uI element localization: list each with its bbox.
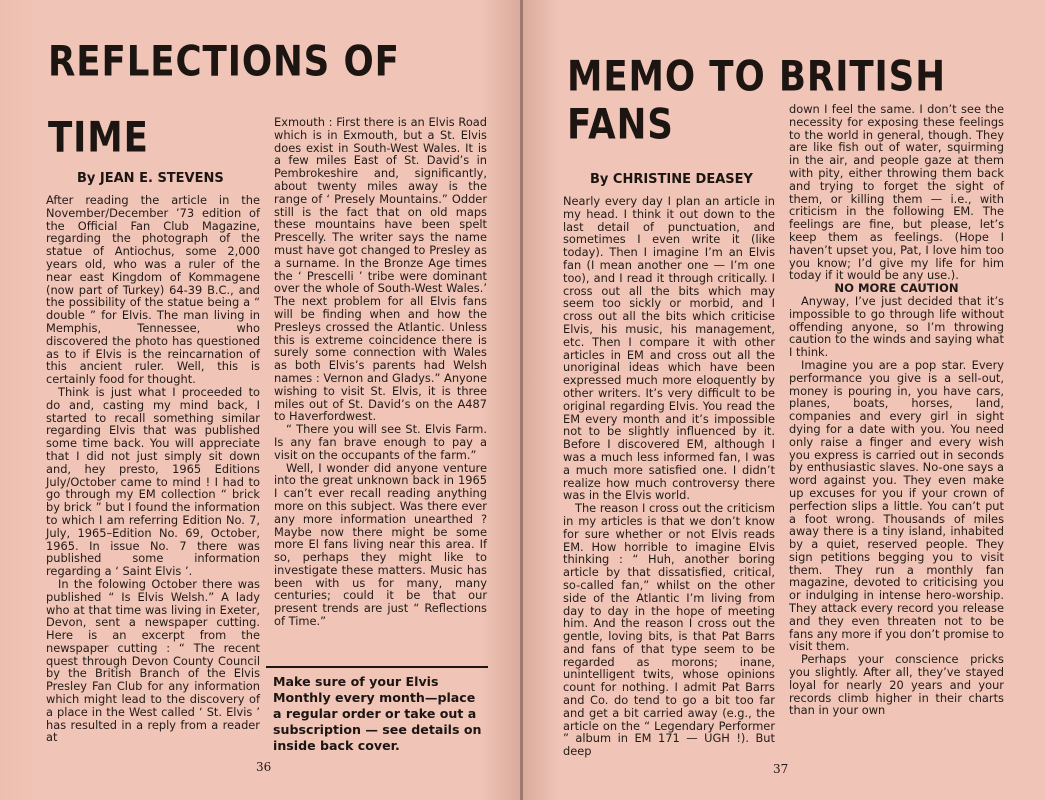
- page-number: 36: [256, 760, 272, 774]
- paragraph: After reading the article in the November/December ’73 edition of the Official Fan Club Magazine, regarding the photograph of the statue of Antiochus, some 2,000 years old, who was a ruler of the near east Kingdom of Kommagene (now part of Turkey) 64-39 B.C., and the possibility of the statue being a “ double ” for Elvis. The man living in Memphis, Tennessee, who discovered the photo has questioned as to if Elvis is the reincarnation of this ancient ruler. Well, this is certainly food for thought.: [46, 193, 260, 387]
- column-1: [46, 194, 260, 744]
- article-title-line-1: MEMO TO BRITISH: [567, 52, 946, 102]
- paragraph: Imagine you are a pop star. Every performance you give is a sell-out, money is pouring in, you have cars, planes, boats, horses, land, companies and every girl in sight dying for a date with you. You need only raise a finger and every wish you express is carried out in seconds by enthusiastic slaves. No-one says a word against you. They even make up excuses for you if your crown of perfection slips a little. You can’t put a foot wrong. Thousands of miles away there is a tiny island, inhabited by a quiet, reserved people. They sign petitions begging you to visit them. They run a monthly fan magazine, devoted to criticising you or indulging in intense hero-worship. They attack every record you release and they even threaten not to be fans any more if you don’t promise to visit them.: [789, 357, 1004, 654]
- subheading: NO MORE CAUTION: [834, 281, 959, 296]
- byline: By CHRISTINE DEASEY: [590, 172, 753, 187]
- subscription-promo: Make sure of your Elvis Monthly every month—place a regular order or take out a subscription — see details on inside back cover.: [273, 674, 482, 753]
- right-page: [523, 0, 1045, 800]
- paragraph: Exmouth : First there is an Elvis Road which is in Exmouth, but a St. Elvis does exist in South-West Wales. It is a few miles East of St. David’s in Pembrokeshire and, significantly, about twenty miles away is the range of ‘ Presely Mountains.” Odder still is the fact that on old maps these mountains have been spelt Prescelly. The writer says the name must have got changed to Presley as a surname. In the Bronze Age times the ‘ Prescelli ’ tribe were dominant over the whole of South-West Wales.’ The next problem for all Elvis fans will be finding when and how the Presleys crossed the Atlantic. Unless this is extreme coincidence there is surely some connection with Wales as both Elvis’s parents had Welsh names : Vernon and Gladys.” Anyone wishing to visit St. Elvis, it is three miles out of St. David’s on the A487 to Haverfordwest.: [274, 115, 487, 424]
- paragraph: The reason I cross out the criticism in my articles is that we don’t know for sure whether or not Elvis reads EM. How horrible to imagine Elvis thinking : “ Huh, another boring article by that dissatisfied, critical, so-called fan,” whilst on the other side of the Atlantic I’m living from day to day in the hope of meeting him. And the reason I cross out the gentle, loving bits, is that Pat Barrs and fans of that type seem to be regarded as morons; inane, unintelligent twits, whose opinions count for nothing. I admit Pat Barrs and Co. do tend to go a bit too far and get a bit carried away (e.g., the article on the “ Legendary Performer ” album in EM 171 — UGH !). But deep: [563, 501, 775, 759]
- column-1: [563, 195, 775, 758]
- paragraph: Nearly every day I plan an article in my head. I think it out down to the last detail of punctuation, and sometimes I even write it (like today). Then I imagine I’m an Elvis fan (I mean another one — I’m one too), and I read it through critically. I cross out all the bits which may seem too sickly or morbid, and I cross out all the bits which criticise Elvis, his music, his management, etc. Then I compare it with other articles in EM and cross out all the unoriginal ideas which have been expressed much more eloquently by other writers. It’s very difficult to be original regarding Elvis. You read the EM every month and it’s impossible not to be slightly influenced by it. Before I discovered EM, although I was a much less informed fan, I was a much more satisfied one. I didn’t realize how much controversy there was in the Elvis world.: [563, 194, 775, 503]
- paragraph: Perhaps your conscience pricks you slightly. After all, they’ve stayed loyal for nearly 20 years and your records climb higher in their charts than in your own: [789, 652, 1004, 718]
- paragraph: Anyway, I’ve just decided that it’s impossible to go through life without offending anyone, so I’m throwing caution to the winds and saying what I think.: [789, 293, 1004, 360]
- promo-divider: [266, 666, 488, 668]
- paragraph: Think is just what I proceeded to do and, casting my mind back, I started to recall something similar regarding Elvis that was published some time back. You will appreciate that I did not just simply sit down and, hey presto, 1965 Editions July/October came to mind ! I had to go through my EM collection “ brick by brick ” but I found the information to which I am referring Edition No. 7, July, 1965–Edition No. 69, October, 1965. In issue No. 7 there was published some information regarding a ‘ Saint Elvis ’.: [46, 384, 260, 579]
- column-2: [274, 116, 487, 628]
- left-page: [0, 0, 521, 800]
- article-title-line-2: TIME: [48, 113, 149, 163]
- paragraph: down I feel the same. I don’t see the necessity for exposing these feelings to the world in general, though. They are like fish out of water, squirming in the air, and people gaze at them with pity, either throwing them back and trying to forget the sight of them, or killing them — i.e., with criticism in the following EM. The feelings are fine, but please, let’s keep them as feelings. (Hope I haven’t upset you, Pat, I love him too you know; I’d give my life for him today if it would be any use.).: [789, 102, 1004, 283]
- article-title-line-1: REFLECTIONS OF: [48, 37, 400, 87]
- paragraph: Well, I wonder did anyone venture into the great unknown back in 1965 I can’t ever recall reading anything more on this subject. Was there ever any more information unearthed ? Maybe now there might be some more El fans living near this area. If so, perhaps they might like to investigate these matters. Music has been with us for many, many centuries; could it be that our present trends are just “ Reflections of Time.”: [274, 460, 487, 629]
- paragraph: “ There you will see St. Elvis Farm. Is any fan brave enough to pay a visit on the occupants of the farm.”: [274, 422, 487, 462]
- page-number: 37: [773, 762, 789, 776]
- byline: By JEAN E. STEVENS: [77, 171, 224, 186]
- paragraph: In the folowing October there was published “ Is Elvis Welsh.” A lady who at that time was living in Exeter, Devon, sent a newspaper cutting. Here is an excerpt from the newspaper cutting : “ The recent quest through Devon County Council by the British Branch of the Elvis Presley Fan Club for any information which might lead to the discovery of a place in the West called ‘ St. Elvis ’ has resulted in a reply from a reader at: [46, 576, 260, 745]
- article-title-line-2: FANS: [567, 100, 674, 150]
- column-2: [789, 103, 1004, 717]
